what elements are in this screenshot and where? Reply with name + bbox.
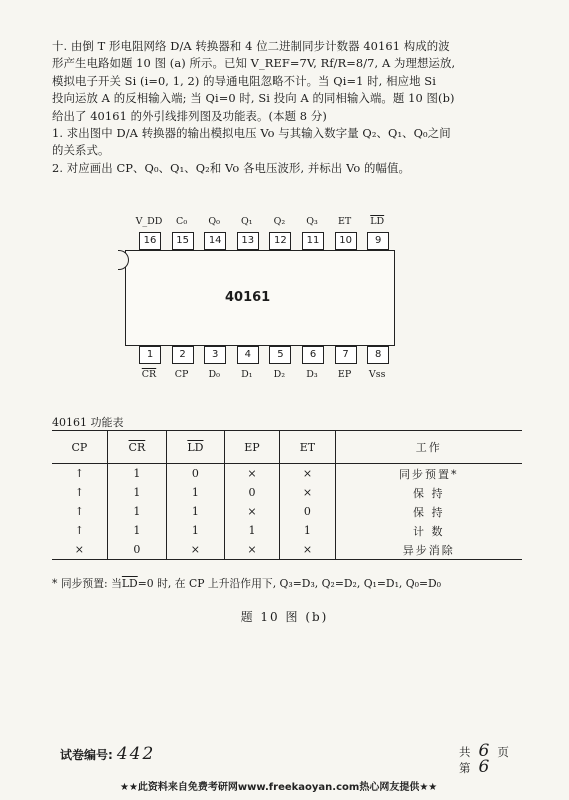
pin-label: Q₀: [208, 216, 220, 227]
pin-label: Q₂: [273, 216, 286, 227]
table-header: CP: [52, 431, 107, 464]
table-cell: ×: [280, 464, 335, 484]
total-label: 共: [459, 745, 471, 759]
pin-number: 8: [367, 346, 389, 364]
pin-number: 4: [237, 346, 259, 364]
table-cell: 1: [167, 483, 225, 502]
table-header: 工作: [335, 431, 522, 464]
table-cell: ×: [280, 483, 335, 502]
current-label: 第: [459, 761, 471, 775]
pin-label: CP: [174, 369, 189, 380]
pin-number: 5: [269, 346, 291, 364]
table-row: [52, 483, 522, 502]
question-line: 投向运放 A 的反相输入端; 当 Qi=0 时, Si 投向 A 的同相输入端。题 10 图(b): [52, 91, 455, 106]
table-cell: ×: [224, 464, 280, 484]
table-cell: ×: [224, 502, 280, 521]
pin-number: 11: [302, 232, 324, 250]
table-cell: 异步消除: [335, 540, 522, 560]
exam-number-label: 试卷编号:: [60, 748, 113, 762]
pin-label: Q₁: [240, 216, 253, 227]
table-cell: 1: [107, 483, 166, 502]
pin-number: 7: [335, 346, 357, 364]
table-cell: ↑: [74, 524, 84, 537]
question-line: 十. 由倒 T 形电阻网络 D/A 转换器和 4 位二进制同步计数器 40161 构成的波: [52, 39, 450, 53]
table-cell: 0: [224, 483, 280, 502]
page-unit: 页: [497, 745, 509, 759]
question-line: 1. 求出图中 D/A 转换器的输出模拟电压 Vo 与其输入数字量 Q₂、Q₁、Q₀之间: [52, 126, 451, 141]
exam-number-value: 442: [116, 744, 156, 764]
note-ld: $\overline{LD}$: [121, 577, 138, 590]
table-cell: 1: [224, 521, 280, 540]
pin-label: D₁: [241, 369, 253, 380]
table-cell: ×: [280, 540, 335, 560]
pin-number: 2: [172, 346, 194, 364]
exam-number: [60, 744, 155, 764]
table-cell: ↑: [74, 505, 84, 518]
table-cell: 1: [280, 521, 335, 540]
pin-label: D₀: [208, 369, 220, 380]
table-cell: 1: [167, 502, 225, 521]
pin-number: 13: [237, 232, 259, 250]
table-header: ET: [280, 431, 335, 464]
function-table-title: 40161 功能表: [52, 416, 124, 429]
function-table: [52, 430, 522, 560]
table-cell: ×: [224, 540, 280, 560]
pin-label: Vss: [368, 369, 386, 380]
table-cell: 0: [280, 502, 335, 521]
table-cell: 1: [167, 521, 225, 540]
table-cell: 1: [107, 464, 166, 484]
pin-number: 12: [269, 232, 291, 250]
pin-label: ET: [337, 216, 352, 227]
table-cell: 0: [107, 540, 166, 560]
table-cell: 计 数: [335, 521, 522, 540]
total-pages: 6: [478, 741, 490, 761]
pin-number: 15: [172, 232, 194, 250]
table-cell: 1: [107, 521, 166, 540]
table-cell: 保 持: [335, 483, 522, 502]
question-line: 形产生电路如题 10 图 (a) 所示。已知 V_REF=7V, Rf/R=8/7, A 为理想运放,: [52, 56, 456, 71]
table-cell: 0: [167, 464, 225, 484]
table-row: [52, 464, 522, 484]
table-header: $\overline{LD}$: [167, 431, 225, 464]
pin-label: D₃: [306, 369, 318, 380]
preset-note: [52, 576, 532, 591]
note-suffix: =0 时, 在 CP 上升沿作用下, Q₃=D₃, Q₂=D₂, Q₁=D₁, Q₀=D₀: [137, 577, 441, 590]
pin-number: 9: [367, 232, 389, 250]
table-row: [52, 502, 522, 521]
figure-caption: 题 10 图 (b): [240, 610, 329, 624]
pin-label: D₂: [273, 369, 286, 380]
note-prefix: * 同步预置: 当: [52, 577, 122, 590]
table-cell: ×: [167, 540, 225, 560]
pin-number: 10: [335, 232, 357, 250]
table-row: [52, 521, 522, 540]
table-cell: ↑: [74, 486, 84, 499]
pin-label: $\overline{CR}$: [141, 369, 157, 380]
pin-number: 3: [204, 346, 226, 364]
question-line: 2. 对应画出 CP、Q₀、Q₁、Q₂和 Vo 各电压波形, 并标出 Vo 的幅值。: [52, 160, 411, 175]
pin-label: $\overline{LD}$: [370, 216, 385, 227]
chip-name: 40161: [225, 290, 271, 305]
footer-banner: ★★此资料来自免费考研网www.freekaoyan.com热心网友提供★★: [120, 782, 438, 793]
table-cell: 同步预置*: [335, 464, 522, 484]
question-line: 给出了 40161 的外引线排列图及功能表。(本题 8 分): [52, 108, 327, 123]
table-cell: ×: [52, 540, 107, 560]
table-row: [52, 540, 522, 560]
pin-number: 6: [302, 346, 324, 364]
pin-number: 14: [204, 232, 226, 250]
chip-pinout-diagram: [120, 212, 400, 392]
table-cell: 1: [107, 502, 166, 521]
page-count: [459, 741, 509, 777]
pin-label: V_DD: [135, 216, 163, 227]
pin-label: Q₃: [306, 216, 318, 227]
question-line: 的关系式。: [52, 143, 110, 158]
table-header: $\overline{CR}$: [107, 431, 166, 464]
question-text: [52, 38, 522, 177]
table-header: EP: [224, 431, 280, 464]
question-line: 模拟电子开关 Si (i=0, 1, 2) 的导通电阻忽略不计。当 Qi=1 时, 相应地 Si: [52, 73, 436, 88]
table-cell: ↑: [74, 467, 84, 480]
table-cell: 保 持: [335, 502, 522, 521]
pin-label: C₀: [176, 216, 188, 227]
pin-label: EP: [337, 369, 352, 380]
pin-number: 16: [139, 232, 161, 250]
current-page: 6: [478, 757, 490, 777]
pin-number: 1: [139, 346, 161, 364]
